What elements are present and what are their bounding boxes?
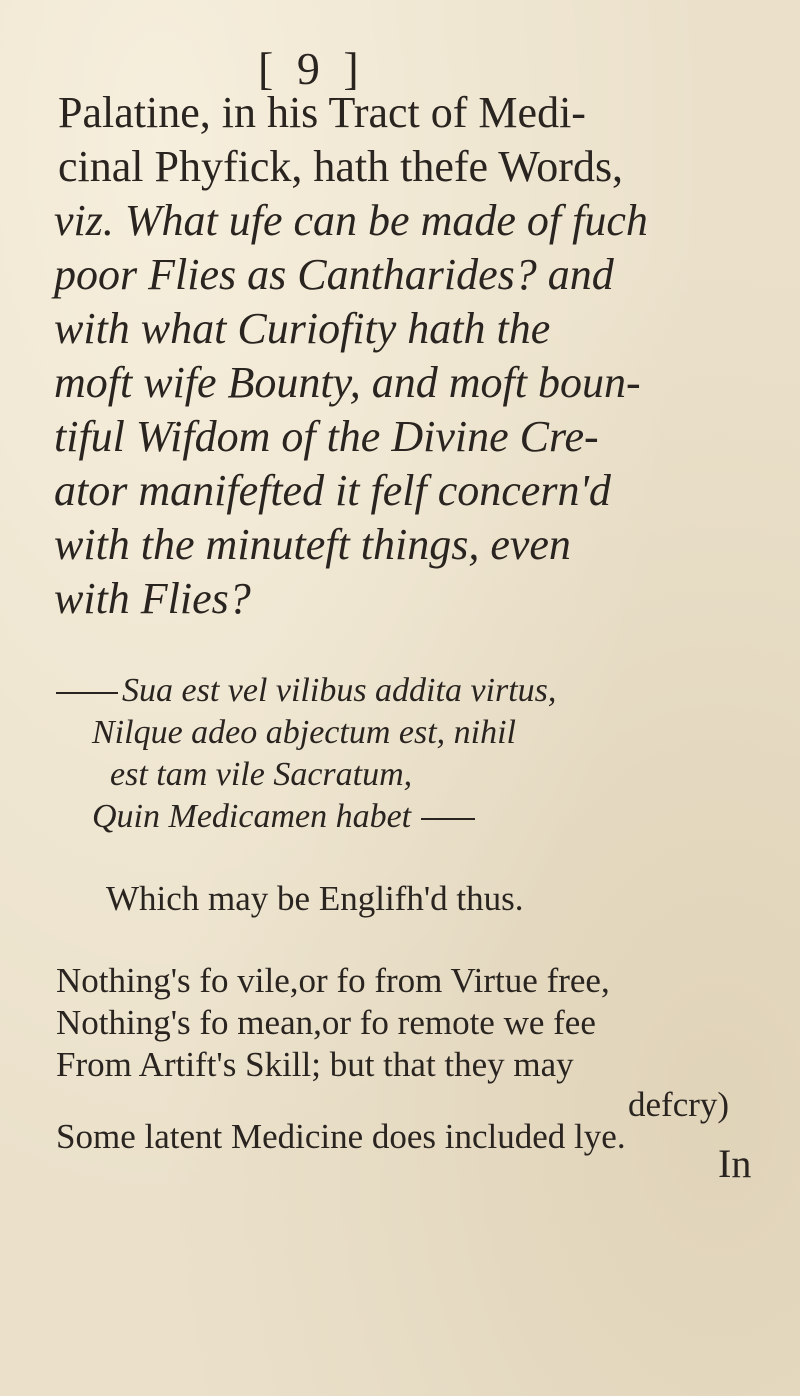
catchword: In xyxy=(718,1141,752,1186)
latin-verse-line: est tam vile Sacratum, xyxy=(110,756,413,793)
em-dash-rule xyxy=(421,818,475,820)
prose-line: tiful Wifdom of the Divine Cre- xyxy=(54,412,599,461)
prose-line: moft wife Bounty, and moft boun- xyxy=(54,358,641,407)
latin-verse-text: Quin Medicamen habet xyxy=(92,798,412,835)
latin-verse-line xyxy=(56,670,556,712)
prose-line: with the minuteft things, even xyxy=(54,520,571,569)
english-intro: Which may be Englifh'd thus. xyxy=(106,879,524,918)
prose-line: cinal Phyfick, hath thefe Words, xyxy=(58,142,624,191)
english-verse-line: Nothing's fo vile,or fo from Virtue free, xyxy=(56,961,610,1000)
prose-line: ator manifefted it felf concern'd xyxy=(54,466,611,515)
english-verse-line: Nothing's fo mean,or fo remote we fee xyxy=(56,1003,596,1042)
latin-verse-text: Sua est vel vilibus addita virtus, xyxy=(122,672,557,709)
latin-verse-line: Nilque adeo abjectum est, nihil xyxy=(92,714,516,751)
english-verse-line: From Artift's Skill; but that they may xyxy=(56,1045,574,1084)
english-verse-line: defcry) xyxy=(628,1085,730,1124)
prose-line: with Flies? xyxy=(54,574,251,623)
prose-line: viz. What ufe can be made of fuch xyxy=(54,196,648,245)
english-verse-line: Some latent Medicine does included lye. xyxy=(56,1117,626,1156)
prose-line: poor Flies as Cantharides? and xyxy=(54,250,614,299)
prose-line: with what Curiofity hath the xyxy=(54,304,551,353)
page-number: [ 9 ] xyxy=(258,43,365,94)
em-dash-rule xyxy=(56,692,118,694)
latin-verse-line xyxy=(92,796,475,838)
prose-line: Palatine, in his Tract of Medi- xyxy=(58,88,586,137)
